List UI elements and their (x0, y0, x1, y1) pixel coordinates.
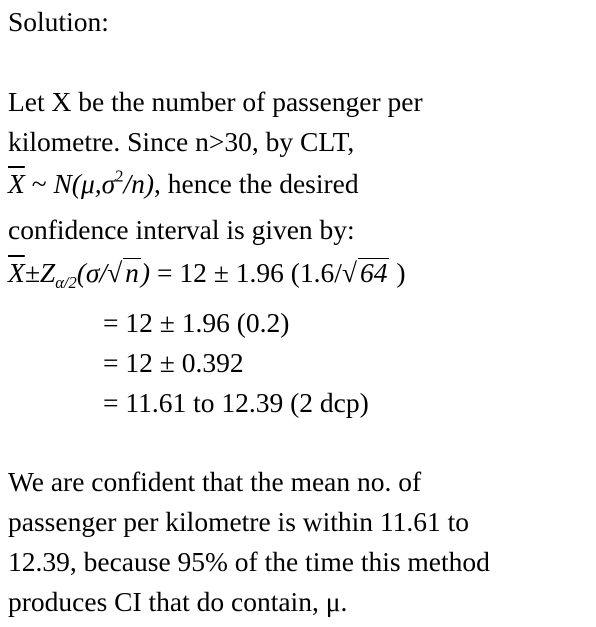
distribution-statement (8, 166, 359, 199)
formula-plus-minus-z: ±Z (24, 257, 56, 288)
formula-alpha-half: α/2 (55, 272, 77, 292)
conclusion-line-3: 12.39, because 95% of the time this method (8, 546, 490, 577)
formula-root-64: 64 (359, 257, 388, 288)
conclusion-line-1: We are confident that the mean no. of (8, 466, 422, 497)
distributed-as-symbol: ~ (31, 168, 47, 199)
calculation-step-2: = 12 ± 0.392 (103, 347, 244, 378)
calculation-step-1: = 12 ± 1.96 (0.2) (103, 307, 290, 338)
calculation-step-3: = 11.61 to 12.39 (2 dcp) (103, 387, 369, 418)
formula-close-paren: ) (140, 257, 151, 288)
intro-line-1: Let X be the number of passenger per (8, 86, 423, 117)
formula-root-sign-64: √ (341, 257, 357, 288)
squared-exponent: 2 (115, 166, 124, 186)
formula-value: = 12 ± 1.96 (1.6/ (156, 257, 342, 288)
conclusion-line-4: produces CI that do contain, μ. (8, 586, 348, 617)
formula-root-n: n (125, 257, 139, 288)
formula-sigma-over: (σ/ (76, 257, 108, 288)
ci-lead-line: confidence interval is given by: (8, 214, 355, 245)
formula-sample-mean: $\overline{X}$ (8, 257, 25, 288)
normal-distribution-open: N(μ,σ (53, 168, 116, 199)
formula-root-sign: √ (107, 257, 123, 288)
intro-line-2: kilometre. Since n>30, by CLT, (8, 126, 355, 157)
normal-distribution-close: /n) (123, 168, 155, 199)
conclusion-line-2: passenger per kilometre is within 11.61 to (8, 506, 470, 537)
solution-heading: Solution: (8, 6, 109, 37)
distribution-tail-text: , hence the desired (154, 168, 359, 199)
formula-end-paren: ) (396, 257, 406, 288)
ci-formula (8, 257, 406, 292)
sample-mean-symbol: $\overline{X}$ (8, 168, 25, 199)
